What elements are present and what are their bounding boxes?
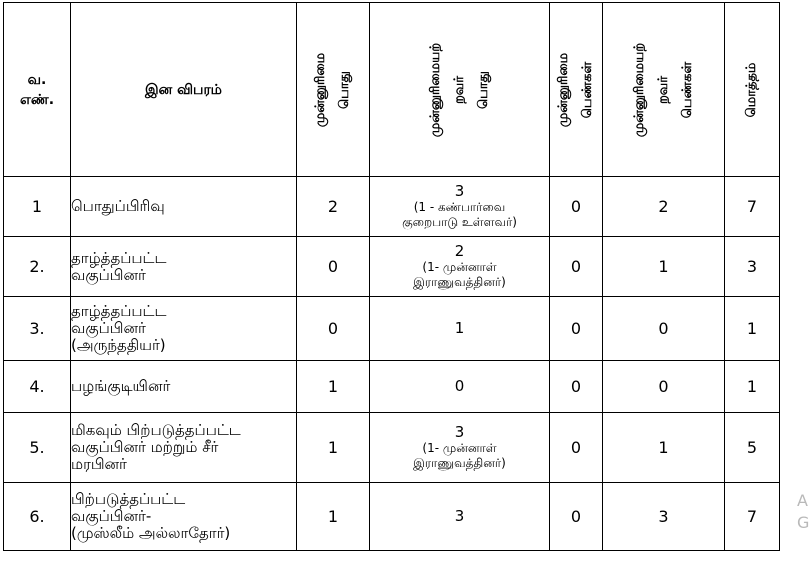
row-priority-women: 0 [550,237,603,297]
row-category: தாழ்த்தப்பட்ட வகுப்பினர் [71,237,297,297]
row-priority-general: 1 [297,483,370,551]
row-priority-general: 1 [297,361,370,413]
row-category: பொதுப்பிரிவு [71,177,297,237]
row-non-priority-women: 2 [603,177,725,237]
row-non-priority-general-value: 0 [454,377,465,395]
table-row [4,361,780,413]
row-non-priority-general-value: 3 [454,423,465,441]
header-row [4,3,780,177]
row-non-priority-general-value: 2 [454,242,465,260]
row-non-priority-women: 0 [603,361,725,413]
row-non-priority-general [370,177,550,237]
table-row [4,483,780,551]
row-priority-general: 1 [297,413,370,483]
header-category: இன விபரம் [71,3,297,177]
row-serial: 4. [4,361,71,413]
header-serial: வ. எண். [4,3,71,177]
row-priority-women: 0 [550,177,603,237]
row-serial: 2. [4,237,71,297]
row-non-priority-general-note: (1- முன்னாள் இராணுவத்தினர்) [413,260,506,289]
row-category: தாழ்த்தப்பட்ட வகுப்பினர் (அருந்ததியர்) [71,297,297,361]
reservation-table [3,2,780,551]
row-non-priority-women: 1 [603,413,725,483]
row-non-priority-general [370,361,550,413]
row-non-priority-women: 0 [603,297,725,361]
table-row [4,237,780,297]
row-non-priority-general [370,483,550,551]
row-priority-general: 0 [297,237,370,297]
row-priority-women: 0 [550,483,603,551]
row-total: 7 [725,483,780,551]
row-non-priority-general [370,297,550,361]
header-priority-women: முன்னுரிமை பெண்கள் [550,3,603,177]
row-priority-women: 0 [550,413,603,483]
row-serial: 5. [4,413,71,483]
row-non-priority-general [370,413,550,483]
row-category: மிகவும் பிற்படுத்தப்பட்ட வகுப்பினர் மற்றும் சீர் மரபினர் [71,413,297,483]
row-non-priority-general-note: (1 - கண்பார்வை குறைபாடு உள்ளவர்) [402,200,517,229]
row-priority-women: 0 [550,297,603,361]
row-category: பழங்குடியினர் [71,361,297,413]
header-non-priority-women: முன்னுரிமையற் றவர் பெண்கள் [603,3,725,177]
header-priority-general: முன்னுரிமை பொது [297,3,370,177]
row-total: 1 [725,297,780,361]
row-non-priority-women: 1 [603,237,725,297]
row-non-priority-general-value: 1 [454,319,465,337]
table-row [4,297,780,361]
row-priority-women: 0 [550,361,603,413]
row-non-priority-general-value: 3 [454,507,465,525]
row-non-priority-general [370,237,550,297]
row-non-priority-general-value: 3 [454,182,465,200]
header-total: மொத்தம் [725,3,780,177]
row-total: 7 [725,177,780,237]
side-note-text: A G [797,491,809,532]
row-total: 5 [725,413,780,483]
row-total: 1 [725,361,780,413]
row-serial: 1 [4,177,71,237]
row-non-priority-general-note: (1- முன்னாள் இராணுவத்தினர்) [413,441,506,470]
row-total: 3 [725,237,780,297]
row-serial: 6. [4,483,71,551]
row-serial: 3. [4,297,71,361]
row-category: பிற்படுத்தப்பட்ட வகுப்பினர்- (முஸ்லீம் அல்லாதோர்) [71,483,297,551]
row-priority-general: 2 [297,177,370,237]
table-row [4,413,780,483]
header-non-priority-general: முன்னுரிமையற் றவர் பொது [370,3,550,177]
row-non-priority-women: 3 [603,483,725,551]
row-priority-general: 0 [297,297,370,361]
table-row [4,177,780,237]
